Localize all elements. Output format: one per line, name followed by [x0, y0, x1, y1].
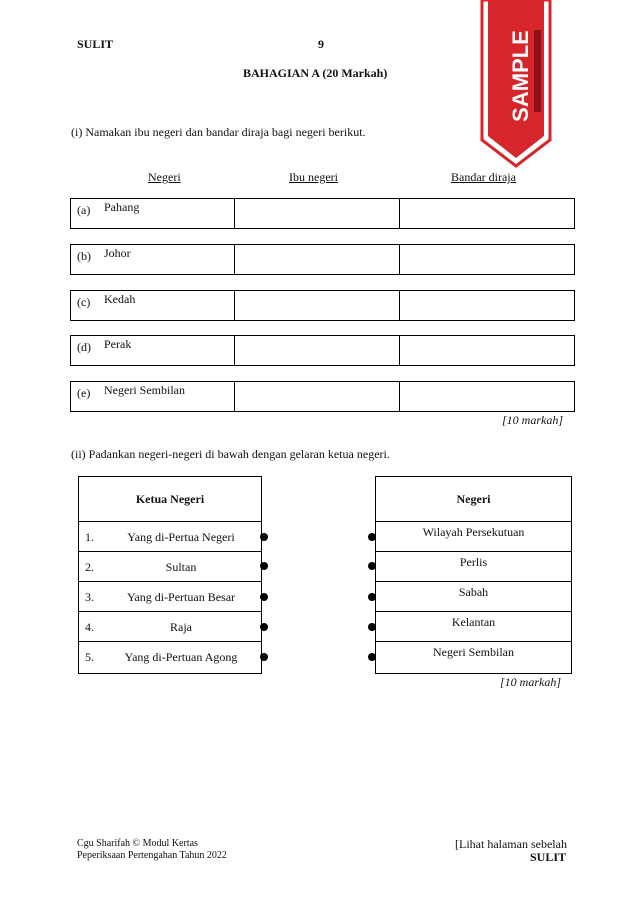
ketua-negeri-table [78, 476, 262, 674]
section-title: BAHAGIAN A (20 Markah) [243, 66, 388, 80]
marks-label-ii: [10 markah] [500, 675, 562, 689]
bandar-diraja-answer-field[interactable] [400, 244, 575, 275]
item-number: 5. [85, 650, 94, 664]
item-number: 4. [85, 620, 94, 634]
ketua-negeri-header: Ketua Negeri [79, 477, 261, 522]
match-dot-left[interactable] [260, 623, 268, 631]
item-text: Raja [170, 620, 192, 634]
col-header-ibu-negeri: Ibu negeri [289, 170, 338, 184]
item-number: 1. [85, 530, 94, 544]
row-letter: (e) [77, 386, 91, 400]
question-i-prompt: (i) Namakan ibu negeri dan bandar diraja bagi negeri berikut. [71, 125, 366, 139]
ibu-negeri-answer-field[interactable] [235, 244, 400, 275]
item-text: Sultan [165, 560, 197, 574]
ibu-negeri-answer-field[interactable] [235, 381, 400, 412]
list-item [79, 612, 261, 642]
footer-exam-name: Peperiksaan Pertengahan Tahun 2022 [77, 850, 227, 861]
item-text: Yang di-Pertuan Besar [126, 590, 236, 604]
table-row [70, 335, 575, 366]
match-dot-right[interactable] [368, 562, 376, 570]
state-name: Kedah [104, 292, 136, 306]
match-dot-left[interactable] [260, 562, 268, 570]
item-text: Sabah [458, 585, 489, 599]
row-letter: (a) [77, 203, 91, 217]
footer-sulit: SULIT [530, 850, 567, 864]
footer-credit: Cgu Sharifah © Modul Kertas [77, 838, 198, 849]
table-row [70, 244, 575, 275]
watermark-text: SAMPLE [507, 30, 533, 122]
bandar-diraja-answer-field[interactable] [400, 198, 575, 229]
table-row [70, 198, 575, 229]
list-item [376, 552, 571, 582]
bandar-diraja-answer-field[interactable] [400, 381, 575, 412]
page-number: 9 [318, 37, 324, 51]
list-item [79, 522, 261, 552]
bandar-diraja-answer-field[interactable] [400, 335, 575, 366]
item-text: Wilayah Persekutuan [422, 525, 525, 539]
item-number: 2. [85, 560, 94, 574]
match-dot-right[interactable] [368, 623, 376, 631]
marks-label-i: [10 markah] [502, 413, 564, 427]
negeri-table [375, 476, 572, 674]
bandar-diraja-answer-field[interactable] [400, 290, 575, 321]
match-dot-left[interactable] [260, 593, 268, 601]
match-dot-right[interactable] [368, 593, 376, 601]
item-text: Yang di-Pertuan Agong [124, 650, 238, 664]
match-dot-left[interactable] [260, 653, 268, 661]
list-item [79, 642, 261, 672]
list-item [376, 582, 571, 612]
row-letter: (b) [77, 249, 91, 263]
match-dot-right[interactable] [368, 653, 376, 661]
item-text: Perlis [459, 555, 488, 569]
state-name: Perak [104, 337, 132, 351]
list-item [79, 552, 261, 582]
watermark-subtext-bar [534, 30, 541, 112]
state-name: Johor [104, 246, 131, 260]
col-header-bandar-diraja: Bandar diraja [451, 170, 516, 184]
list-item [79, 582, 261, 612]
table-row [70, 290, 575, 321]
header-sulit: SULIT [77, 37, 114, 51]
item-number: 3. [85, 590, 94, 604]
ibu-negeri-answer-field[interactable] [235, 290, 400, 321]
table-row [70, 381, 575, 412]
negeri-header: Negeri [376, 477, 571, 522]
footer-next-page: [Lihat halaman sebelah [455, 837, 567, 851]
sample-watermark [478, 0, 554, 168]
match-dot-left[interactable] [260, 533, 268, 541]
col-header-negeri: Negeri [148, 170, 181, 184]
state-name: Negeri Sembilan [104, 383, 185, 397]
match-dot-right[interactable] [368, 533, 376, 541]
list-item [376, 642, 571, 672]
ibu-negeri-answer-field[interactable] [235, 198, 400, 229]
list-item [376, 522, 571, 552]
item-text: Yang di-Pertua Negeri [127, 530, 235, 544]
ibu-negeri-answer-field[interactable] [235, 335, 400, 366]
list-item [376, 612, 571, 642]
row-letter: (c) [77, 295, 91, 309]
item-text: Negeri Sembilan [433, 645, 514, 659]
row-letter: (d) [77, 340, 91, 354]
state-name: Pahang [104, 200, 140, 214]
question-ii-prompt: (ii) Padankan negeri-negeri di bawah dengan gelaran ketua negeri. [71, 447, 390, 461]
item-text: Kelantan [451, 615, 496, 629]
